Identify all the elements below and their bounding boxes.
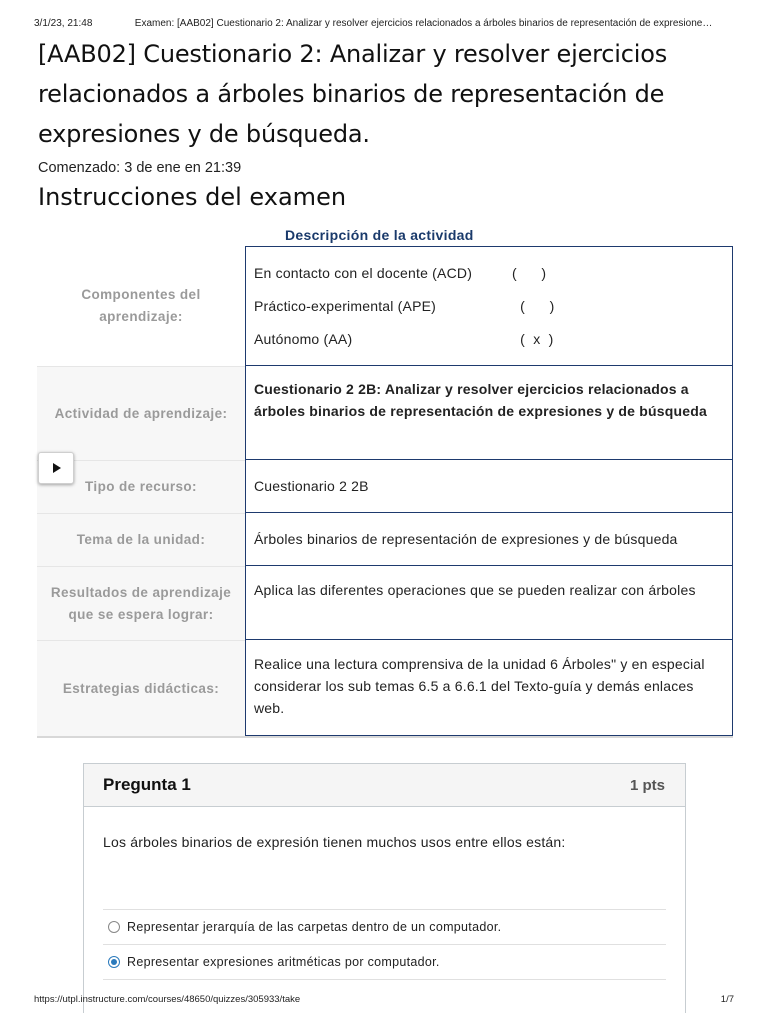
row-label: Resultados de aprendizaje que se espera lograr: [37, 566, 245, 640]
activity-table [37, 246, 733, 738]
print-url: https://utpl.instructure.com/courses/48650/quizzes/305933/take [34, 994, 301, 1005]
row-label: Actividad de aprendizaje: [37, 366, 245, 460]
question-points: 1 pts [629, 776, 665, 794]
table-row-unit-topic [37, 513, 733, 566]
row-value: Realice una lectura comprensiva de la unidad 6 Árboles" y en especial considerar los sub temas 6.5 a 6.6.1 del Texto-guía y demás enlaces web. [245, 640, 733, 736]
component-name: Práctico-experimental (APE) [254, 298, 437, 314]
component-name: Autónomo (AA) [254, 331, 353, 347]
component-line [254, 257, 724, 290]
answer-label: Representar jerarquía de las carpetas dentro de un computador. [127, 920, 502, 934]
component-mark: ( ) [512, 298, 555, 314]
row-label: Estrategias didácticas: [37, 640, 245, 736]
answer-label: Representar expresiones aritméticas por computador. [127, 955, 440, 969]
row-value-components [245, 246, 733, 366]
radio-button-selected[interactable] [108, 956, 120, 968]
table-row-resource-type [37, 460, 733, 513]
question-title: Pregunta 1 [103, 775, 191, 794]
answer-list [103, 909, 666, 980]
question-card [83, 763, 686, 1013]
row-value: Cuestionario 2 2B [245, 460, 733, 513]
question-header [84, 764, 685, 807]
answer-option[interactable] [103, 910, 666, 945]
play-button[interactable] [38, 452, 74, 484]
row-label: Componentes del aprendizaje: [37, 246, 245, 366]
play-icon [53, 463, 61, 473]
table-row-components [37, 246, 733, 366]
print-footer [34, 994, 734, 1005]
component-line [254, 323, 724, 356]
row-value: Aplica las diferentes operaciones que se pueden realizar con árboles [245, 566, 733, 640]
print-datetime: 3/1/23, 21:48 [34, 18, 93, 29]
component-name: En contacto con el docente (ACD) [254, 265, 473, 281]
row-label: Tipo de recurso: [37, 460, 245, 513]
answer-option[interactable] [103, 945, 666, 980]
print-page-title: Examen: [AAB02] Cuestionario 2: Analizar y resolver ejercicios relacionados a árboles binarios de representación de expresione… [134, 18, 713, 29]
print-header [34, 18, 734, 29]
component-mark: ( x ) [512, 331, 554, 347]
table-row-strategies [37, 640, 733, 738]
component-line [254, 290, 724, 323]
question-text: Los árboles binarios de expresión tienen muchos usos entre ellos están: [103, 834, 566, 850]
row-value: Árboles binarios de representación de expresiones y de búsqueda [245, 513, 733, 566]
activity-description-caption: Descripción de la actividad [285, 227, 474, 243]
table-row-activity [37, 366, 733, 460]
row-value: Cuestionario 2 2B: Analizar y resolver ejercicios relacionados a árboles binarios de representación de expresiones y de búsqueda [245, 366, 733, 460]
quiz-title: [AAB02] Cuestionario 2: Analizar y resolver ejercicios relacionados a árboles binarios de representación de expresiones y de búsqueda. [38, 40, 667, 148]
radio-button[interactable] [108, 921, 120, 933]
instructions-heading: Instrucciones del examen [38, 183, 347, 211]
table-row-learning-outcomes [37, 566, 733, 640]
print-page-number: 1/7 [720, 994, 734, 1005]
started-timestamp: Comenzado: 3 de ene en 21:39 [38, 160, 242, 176]
row-label: Tema de la unidad: [37, 513, 245, 566]
component-mark: ( ) [512, 265, 547, 281]
